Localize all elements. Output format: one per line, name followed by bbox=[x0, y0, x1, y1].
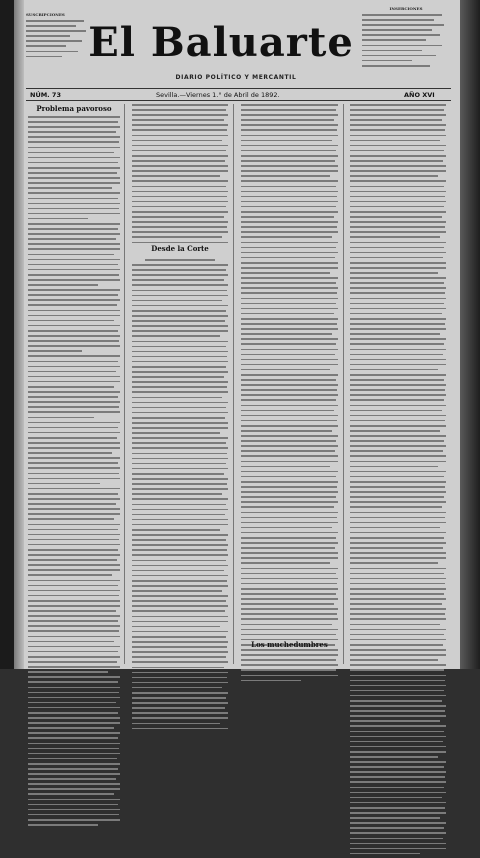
issue-year: AÑO XVI bbox=[404, 91, 435, 99]
page-edge bbox=[14, 0, 24, 669]
article-body-desde-la-corte bbox=[132, 259, 228, 733]
column-1 bbox=[28, 104, 120, 113]
insertions-box bbox=[362, 6, 450, 11]
column-rule-1 bbox=[124, 104, 125, 664]
page-shadow bbox=[460, 0, 480, 669]
issue-number: NÚM. 73 bbox=[30, 91, 61, 99]
article-body-column-3 bbox=[241, 104, 338, 685]
subscriptions-box bbox=[26, 12, 94, 17]
article-title-desde-la-corte: Desde la Corte bbox=[151, 244, 209, 253]
article-title-muchedumbres: Los muchedumbres bbox=[251, 640, 328, 649]
book-binding bbox=[0, 0, 14, 669]
article-body-problema bbox=[28, 116, 120, 829]
bottom-rule bbox=[26, 100, 451, 101]
subscriptions-heading: SUSCRIPCIONES bbox=[26, 12, 65, 17]
newspaper-title: El Baluarte bbox=[88, 19, 354, 66]
article-body-column-2-top bbox=[132, 104, 228, 247]
column-rule-3 bbox=[343, 104, 344, 664]
article-body-muchedumbres bbox=[241, 654, 338, 664]
insertions-heading: INSERCIONES bbox=[389, 6, 423, 11]
subscriptions-text-lines bbox=[26, 20, 88, 61]
issue-date: Sevilla.—Viernes 1.° de Abril de 1892. bbox=[156, 91, 280, 99]
article-title-problema: Problema pavoroso bbox=[36, 104, 112, 113]
insertions-text-lines bbox=[362, 14, 446, 70]
newspaper-subtitle: DIARIO POLÍTICO Y MERCANTIL bbox=[175, 74, 297, 81]
column-rule-2 bbox=[233, 104, 234, 664]
article-body-column-4 bbox=[350, 104, 446, 858]
top-rule bbox=[26, 88, 451, 89]
